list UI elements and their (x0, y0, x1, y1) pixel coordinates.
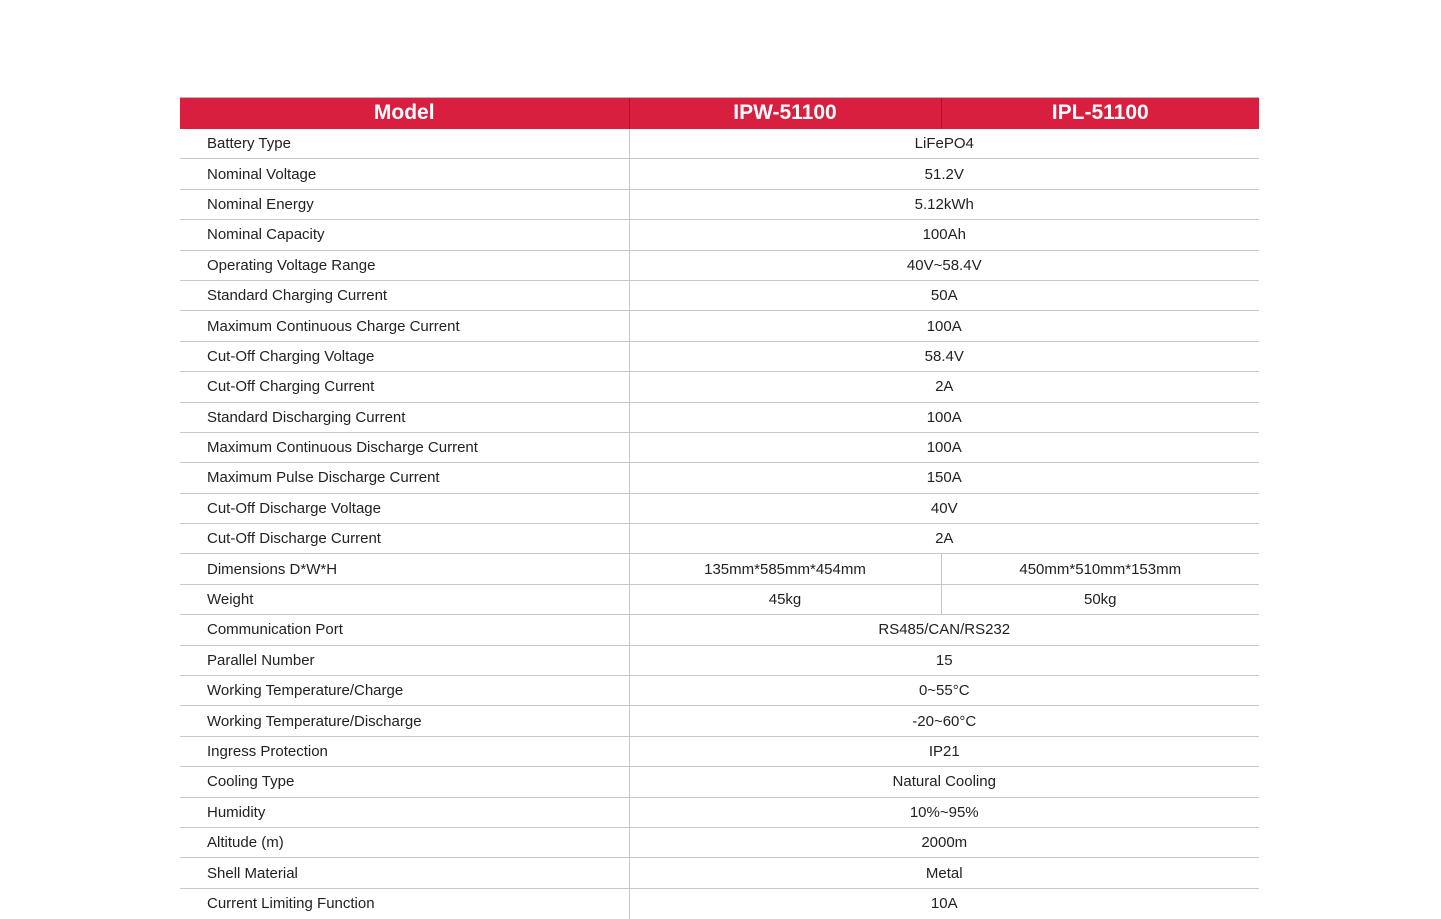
spec-value-ipl: 450mm*510mm*153mm (941, 554, 1259, 584)
spec-value: 50A (629, 280, 1259, 310)
spec-row (180, 676, 1259, 706)
spec-row (180, 645, 1259, 675)
spec-label: Maximum Continuous Discharge Current (180, 432, 629, 462)
spec-row (180, 584, 1259, 614)
spec-value-ipw: 135mm*585mm*454mm (629, 554, 941, 584)
spec-row (180, 463, 1259, 493)
spec-row (180, 280, 1259, 310)
spec-value: -20~60°C (629, 706, 1259, 736)
spec-row (180, 432, 1259, 462)
spec-label: Maximum Pulse Discharge Current (180, 463, 629, 493)
spec-table-body (180, 129, 1259, 919)
spec-label: Dimensions D*W*H (180, 554, 629, 584)
spec-row (180, 797, 1259, 827)
spec-row (180, 372, 1259, 402)
spec-value: 5.12kWh (629, 189, 1259, 219)
spec-row (180, 888, 1259, 918)
spec-value: LiFePO4 (629, 129, 1259, 159)
spec-label: Nominal Voltage (180, 159, 629, 189)
spec-label: Ingress Protection (180, 736, 629, 766)
spec-row (180, 827, 1259, 857)
spec-value: 150A (629, 463, 1259, 493)
spec-table (180, 97, 1259, 919)
spec-value: 0~55°C (629, 676, 1259, 706)
spec-label: Altitude (m) (180, 827, 629, 857)
spec-label: Standard Discharging Current (180, 402, 629, 432)
spec-label: Communication Port (180, 615, 629, 645)
spec-value: 100A (629, 402, 1259, 432)
spec-row (180, 736, 1259, 766)
spec-row (180, 554, 1259, 584)
spec-label: Working Temperature/Discharge (180, 706, 629, 736)
spec-row (180, 524, 1259, 554)
spec-label: Maximum Continuous Charge Current (180, 311, 629, 341)
spec-value: IP21 (629, 736, 1259, 766)
spec-row (180, 493, 1259, 523)
spec-value: 100A (629, 311, 1259, 341)
spec-label: Humidity (180, 797, 629, 827)
model-ipw-header: IPW-51100 (629, 98, 941, 129)
spec-value: 51.2V (629, 159, 1259, 189)
spec-label: Operating Voltage Range (180, 250, 629, 280)
spec-label: Battery Type (180, 129, 629, 159)
spec-row (180, 311, 1259, 341)
spec-label: Shell Material (180, 858, 629, 888)
spec-value: 40V~58.4V (629, 250, 1259, 280)
spec-value-ipl: 50kg (941, 584, 1259, 614)
spec-row (180, 615, 1259, 645)
spec-value: 2A (629, 524, 1259, 554)
spec-row (180, 220, 1259, 250)
spec-label: Working Temperature/Charge (180, 676, 629, 706)
spec-value: 2A (629, 372, 1259, 402)
spec-label: Parallel Number (180, 645, 629, 675)
header-row (180, 98, 1259, 129)
spec-value: 10%~95% (629, 797, 1259, 827)
spec-label: Standard Charging Current (180, 280, 629, 310)
spec-label: Cut-Off Charging Current (180, 372, 629, 402)
spec-row (180, 159, 1259, 189)
spec-row (180, 129, 1259, 159)
spec-value: 100Ah (629, 220, 1259, 250)
spec-label: Weight (180, 584, 629, 614)
spec-row (180, 706, 1259, 736)
spec-value: 58.4V (629, 341, 1259, 371)
spec-value: 2000m (629, 827, 1259, 857)
spec-row (180, 858, 1259, 888)
spec-row (180, 189, 1259, 219)
spec-label: Cut-Off Discharge Current (180, 524, 629, 554)
spec-label: Cooling Type (180, 767, 629, 797)
spec-value-ipw: 45kg (629, 584, 941, 614)
spec-value: Metal (629, 858, 1259, 888)
spec-table-header (180, 98, 1259, 129)
spec-row (180, 250, 1259, 280)
spec-value: 10A (629, 888, 1259, 918)
spec-label: Nominal Energy (180, 189, 629, 219)
spec-value: Natural Cooling (629, 767, 1259, 797)
spec-label: Cut-Off Discharge Voltage (180, 493, 629, 523)
spec-value: RS485/CAN/RS232 (629, 615, 1259, 645)
spec-row (180, 402, 1259, 432)
model-ipl-header: IPL-51100 (941, 98, 1259, 129)
spec-row (180, 767, 1259, 797)
spec-label: Current Limiting Function (207, 895, 375, 913)
spec-row (180, 341, 1259, 371)
spec-value: 100A (629, 432, 1259, 462)
spec-value: 40V (629, 493, 1259, 523)
spec-label: Nominal Capacity (180, 220, 629, 250)
spec-label: Cut-Off Charging Voltage (180, 341, 629, 371)
model-header-label: Model (180, 98, 629, 129)
spec-value: 15 (629, 645, 1259, 675)
